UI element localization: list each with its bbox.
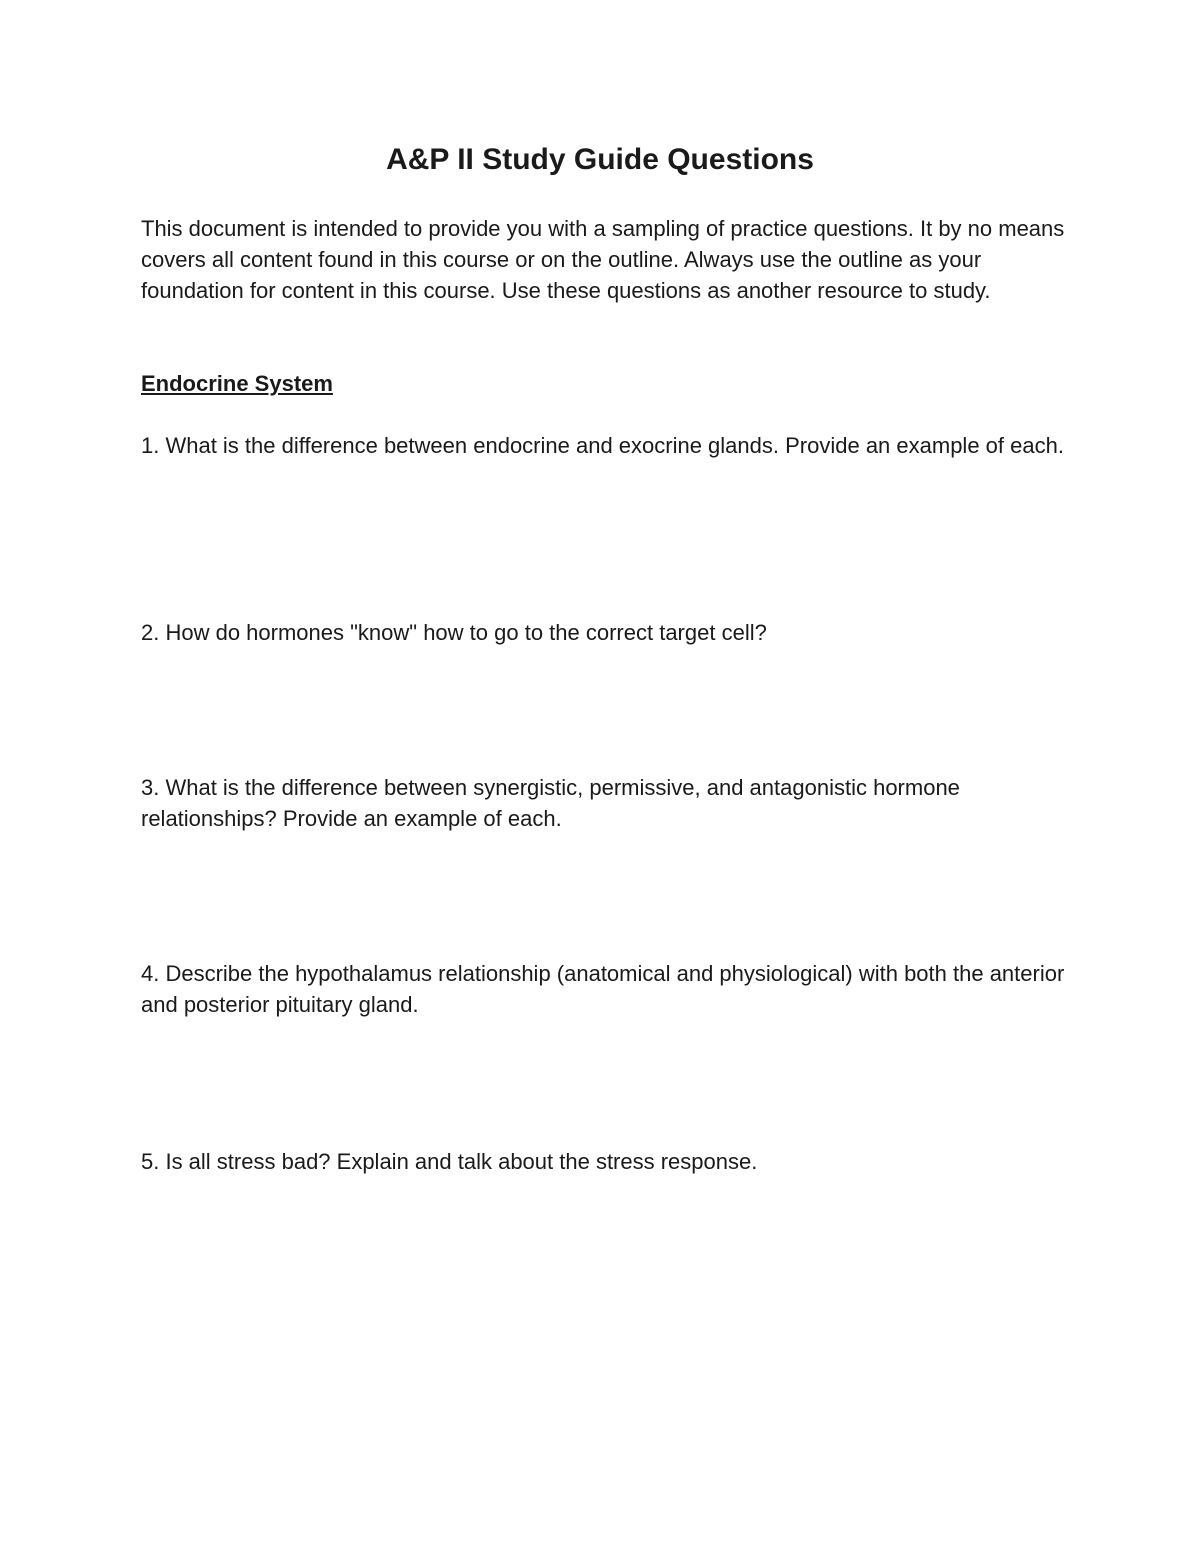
- section-heading-endocrine: Endocrine System: [141, 371, 333, 396]
- question-3: 3. What is the difference between synergistic, permissive, and antagonistic hormone relationships? Provide an example of each.: [141, 775, 960, 831]
- question-5: 5. Is all stress bad? Explain and talk about the stress response.: [141, 1149, 758, 1174]
- question-2: 2. How do hormones "know" how to go to the correct target cell?: [141, 620, 767, 645]
- question-1: 1. What is the difference between endocrine and exocrine glands. Provide an example of each.: [141, 433, 1064, 458]
- intro-paragraph: This document is intended to provide you with a sampling of practice questions. It by no means covers all content found in this course or on the outline. Always use the outline as your foundation for content in this course. Use these questions as another resource to study.: [141, 216, 1065, 303]
- document-title: A&P II Study Guide Questions: [386, 143, 814, 176]
- question-4: 4. Describe the hypothalamus relationship (anatomical and physiological) with both the anterior and posterior pituitary gland.: [141, 961, 1065, 1017]
